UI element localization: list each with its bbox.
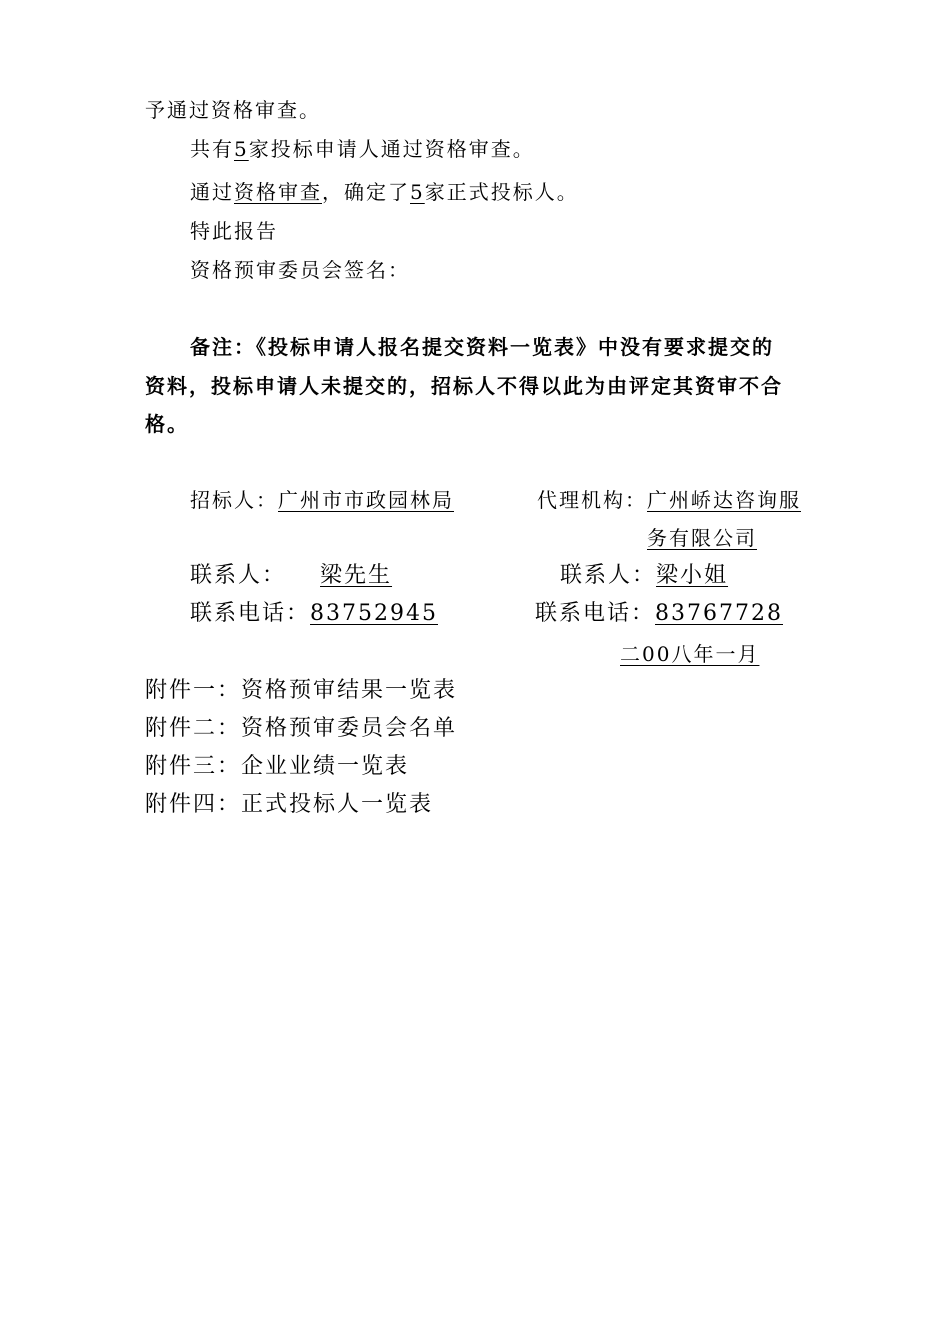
bidder-count: 5 — [410, 180, 425, 204]
text-line — [190, 135, 535, 163]
phone-number: 83767728 — [655, 601, 783, 626]
agency-phone — [535, 600, 783, 628]
tenderer-contact — [190, 562, 392, 590]
attachment-item: 附件四：正式投标人一览表 — [145, 792, 434, 817]
text-line: 予通过资格审查。 — [145, 98, 321, 122]
tenderer-label: 招标人： — [190, 488, 278, 512]
agency-name: 广州峤达咨询服 — [647, 488, 801, 512]
agency-contact — [560, 562, 728, 590]
supplier-count: 5 — [234, 137, 249, 161]
text-fragment: ，确定了 — [322, 180, 410, 204]
phone-number: 83752945 — [310, 601, 438, 626]
attachment-item: 附件三：企业业绩一览表 — [145, 754, 410, 779]
underlined-term: 资格审查 — [234, 180, 322, 204]
text-fragment: 家正式投标人。 — [424, 180, 579, 204]
agency-line — [537, 486, 801, 514]
agency-label: 代理机构： — [537, 488, 647, 512]
phone-label: 联系电话： — [190, 601, 311, 626]
note-line: 格。 — [145, 412, 189, 436]
text-fragment: 共有 — [190, 137, 234, 161]
text-line: 特此报告 — [190, 219, 278, 243]
text-fragment: 通过 — [190, 180, 234, 204]
contact-label: 联系人： — [560, 563, 657, 588]
attachment-item: 附件二：资格预审委员会名单 — [145, 716, 458, 741]
contact-label: 联系人： — [190, 563, 287, 588]
note-line: 资料，投标申请人未提交的，招标人不得以此为由评定其资审不合 — [145, 374, 783, 398]
contact-name: 梁先生 — [320, 563, 393, 588]
phone-label: 联系电话： — [535, 601, 656, 626]
contact-name: 梁小姐 — [656, 563, 729, 588]
tenderer-line — [190, 486, 454, 514]
tenderer-name: 广州市市政园林局 — [278, 488, 454, 512]
document-date: 二00八年一月 — [620, 642, 760, 666]
attachment-item: 附件一：资格预审结果一览表 — [145, 678, 458, 703]
text-fragment: 家投标申请人通过资格审查。 — [248, 137, 535, 161]
tenderer-phone — [190, 600, 438, 628]
signature-label: 资格预审委员会签名： — [190, 258, 410, 282]
agency-name-cont: 务有限公司 — [647, 526, 757, 550]
text-line — [190, 178, 579, 206]
note-line: 备注：《投标申请人报名提交资料一览表》中没有要求提交的 — [190, 335, 774, 359]
